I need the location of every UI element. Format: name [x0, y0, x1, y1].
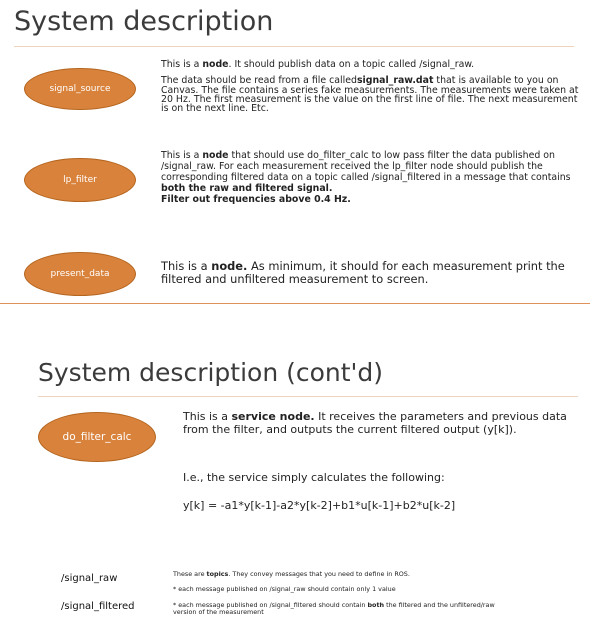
filter-formula: y[k] = -a1*y[k-1]-a2*y[k-2]+b1*u[k-1]+b2*u[k-2] — [183, 499, 456, 512]
slide1-title-rule — [14, 46, 574, 47]
topics-bullet-raw: * each message published on /signal_raw should contain only 1 value — [173, 585, 396, 593]
lp-filter-description — [161, 150, 581, 205]
signal-source-description — [161, 59, 581, 114]
slide-separator — [0, 303, 590, 304]
topic-signal-filtered: /signal_filtered — [61, 601, 135, 612]
do-filter-calc-p2: I.e., the service simply calculates the following: — [183, 471, 445, 484]
node-present-data — [24, 252, 136, 296]
node-label: lp_filter — [63, 175, 97, 185]
node-label: signal_source — [49, 84, 111, 94]
lp-filter-p2: Filter out frequencies above 0.4 Hz. — [161, 194, 351, 206]
node-label: do_filter_calc — [62, 431, 132, 443]
topics-bullet-filtered: * each message published on /signal_filtered should contain both the filtered and the unfiltered/raw version of the measurement — [173, 601, 495, 617]
node-lp-filter — [24, 158, 136, 202]
present-data-description — [161, 260, 581, 287]
topic-signal-raw: /signal_raw — [61, 573, 118, 584]
present-data-p1: This is a node. As minimum, it should for each measurement print the filtered and unfiltered measurement to screen. — [161, 259, 565, 287]
signal-source-p2: The data should be read from a file calledsignal_raw.dat that is available to you on Canvas. The file contains a series fake measurements. The measurements were taken at 20 Hz. The first measurement is the value on the first line of file. The next measurement is on the next line. Etc. — [161, 75, 579, 115]
node-label: present_data — [50, 269, 110, 279]
signal-source-p1: This is a node. It should publish data on a topic called /signal_raw. — [161, 59, 475, 70]
do-filter-calc-p1: This is a service node. It receives the parameters and previous data from the filter, and outputs the current filtered output (y[k]). — [183, 410, 567, 436]
do-filter-calc-description — [183, 411, 578, 437]
lp-filter-p1: This is a node that should use do_filter_calc to low pass filter the data published on /signal_raw. For each measurement received the lp_filter node should publish the corresponding filtered data on a topic called /signal_filtered in a message that contains both the raw and filtered signal. — [161, 150, 571, 195]
topics-note: These are topics. They convey messages that you need to define in ROS. — [173, 570, 410, 578]
slide2-title: System description (cont'd) — [38, 358, 384, 387]
node-signal-source — [24, 68, 136, 110]
node-do-filter-calc — [38, 412, 156, 462]
slide2-title-rule — [38, 396, 578, 397]
slide1-title: System description — [14, 6, 274, 37]
